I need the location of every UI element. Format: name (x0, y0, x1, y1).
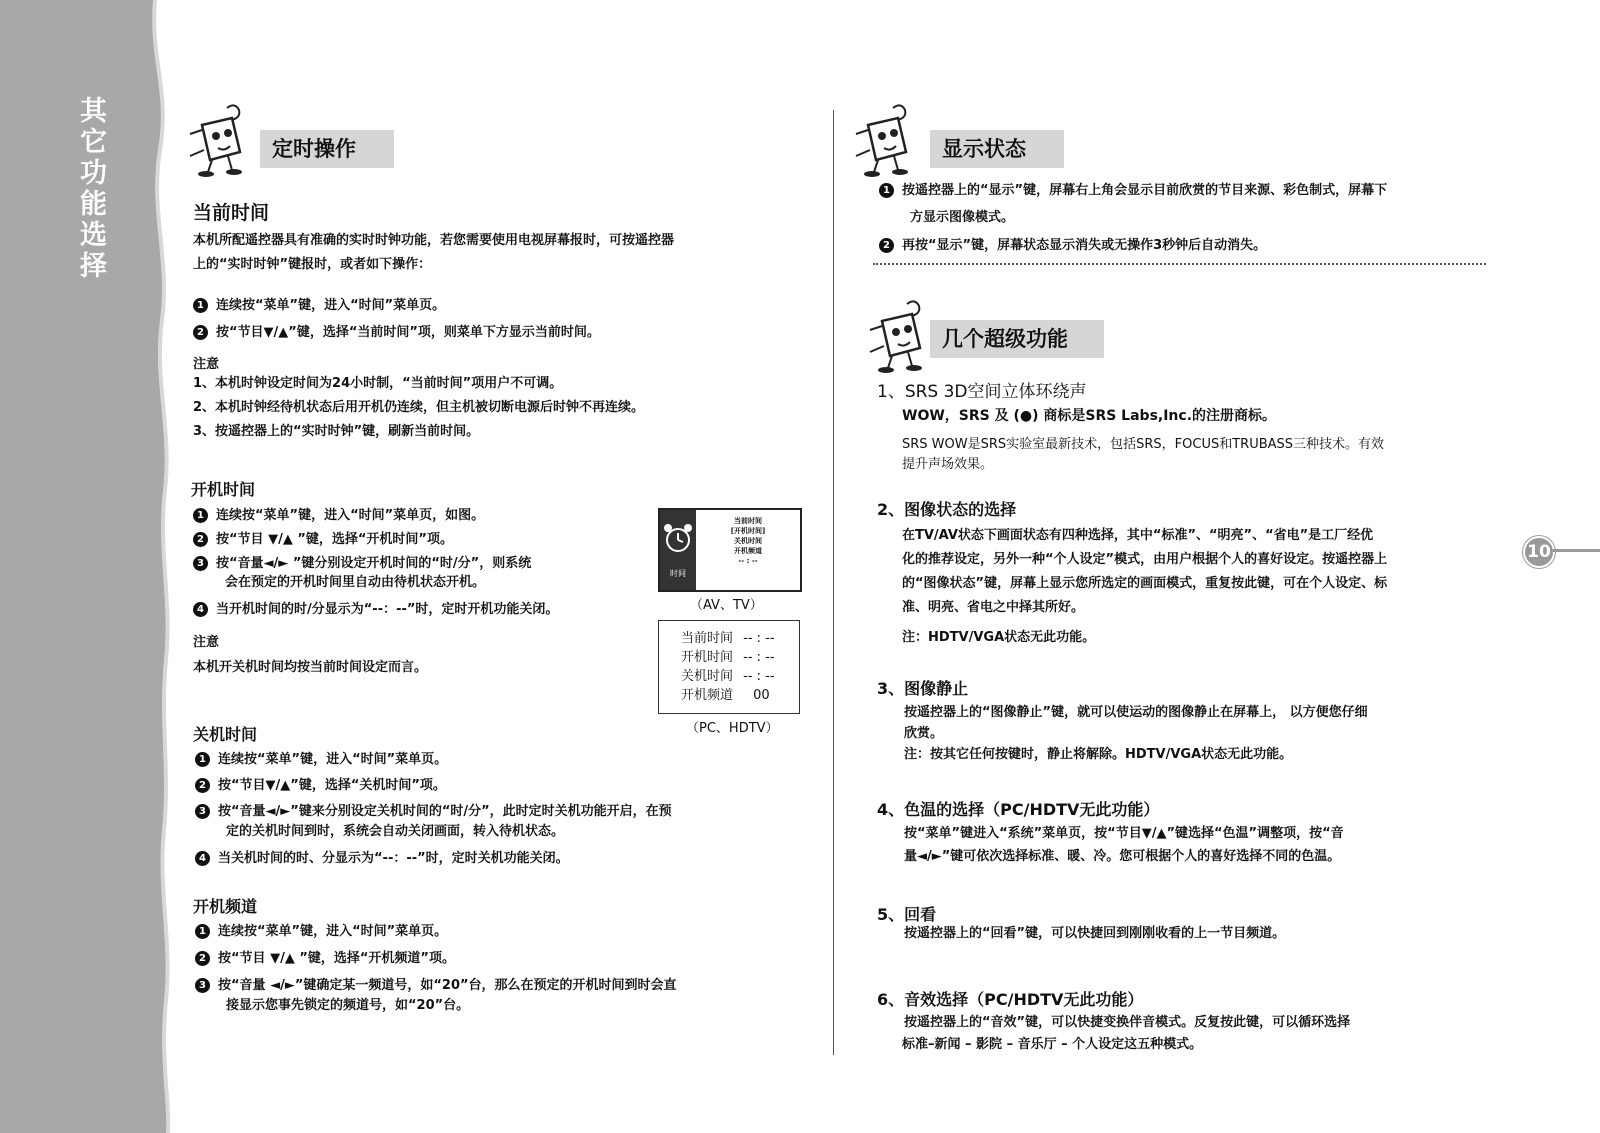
list-item: 1 按遥控器上的“显示”键，屏幕右上角会显示目前欣赏的节目来源、彩色制式，屏幕下 (879, 181, 1387, 200)
dotted-separator (873, 263, 1486, 265)
number-2-icon: 2 (193, 532, 208, 547)
menu-rows (681, 629, 775, 705)
number-3-icon: 3 (193, 556, 208, 571)
heading-srs: 1、SRS 3D空间立体环绕声 (877, 382, 1087, 402)
section-title: 几个超级功能 (930, 320, 1104, 358)
heading-power-on-channel: 开机频道 (193, 897, 258, 916)
heading-sound: 6、音效选择（PC/HDTV无此功能） (877, 990, 1144, 1009)
note-title: 注意 (193, 635, 220, 650)
list-item: 3 按“音量 ◄/►”键确定某一频道号，如“20”台，那么在预定的开机时间到时会直 (195, 976, 677, 995)
srs-logos-line: WOW，SRS 及 (●) 商标是SRS Labs,Inc.的注册商标。 (902, 408, 1277, 424)
paragraph-line: 化的推荐设定，另外一种“个人设定”模式，由用户根据个人的喜好设定。按遥控器上 (902, 552, 1388, 567)
list-item: 3 按“音量◄/► ”键分别设定开机时间的“时/分”，则系统 (193, 554, 531, 573)
list-item: 1 连续按“菜单”键，进入“时间”菜单页，如图。 (193, 506, 484, 525)
paragraph-line: 欣赏。 (904, 726, 944, 741)
note-line: 3、按遥控器上的“实时时钟”键，刷新当前时间。 (193, 424, 480, 439)
paragraph-line: 标准–新闻 – 影院 – 音乐厅 – 个人设定这五种模式。 (902, 1037, 1203, 1052)
number-1-icon: 1 (195, 752, 210, 767)
menu-row: 开机时间 -- : -- (681, 650, 775, 665)
number-1-icon: 1 (195, 924, 210, 939)
list-item-cont: 接显示您事先锁定的频道号，如“20”台。 (226, 998, 470, 1013)
list-item: 4 当关机时间的时、分显示为“--：--”时，定时关机功能关闭。 (195, 849, 569, 868)
paragraph-line: 按遥控器上的“音效”键，可以快捷变换伴音模式。反复按此键，可以循环选择 (904, 1015, 1351, 1030)
list-item: 3 按“音量◄/►”键来分别设定关机时间的“时/分”，此时定时关机功能开启，在预 (195, 802, 672, 821)
number-1-icon: 1 (193, 508, 208, 523)
menu-figure-av (658, 508, 802, 592)
caption-pc-hdtv: （PC、HDTV） (686, 721, 779, 736)
heading-freeze: 3、图像静止 (877, 679, 969, 698)
paragraph-line: 按“菜单”键进入“系统”菜单页，按“节目▼/▲”键选择“色温”调整项，按“音 (904, 826, 1344, 841)
number-2-icon: 2 (879, 238, 894, 253)
heading-color-temp: 4、色温的选择（PC/HDTV无此功能） (877, 800, 1160, 819)
srs-desc-1: SRS WOW是SRS实验室最新技术，包括SRS，FOCUS和TRUBASS三种技术。有效 (902, 437, 1385, 452)
paragraph-line: 量◄/►”键可依次选择标准、暖、冷。您可根据个人的喜好选择不同的色温。 (904, 849, 1341, 864)
heading-picture-mode: 2、图像状态的选择 (877, 500, 1017, 519)
number-4-icon: 4 (193, 602, 208, 617)
clock-icon (660, 510, 696, 564)
list-item-cont: 方显示图像模式。 (910, 210, 1015, 225)
paragraph-line: 准、明亮、省电之中择其所好。 (902, 600, 1085, 615)
caption-av-tv: （AV、TV） (690, 598, 763, 613)
note-line: 注：HDTV/VGA状态无此功能。 (902, 630, 1096, 645)
number-2-icon: 2 (193, 325, 208, 340)
menu-side-bar (660, 510, 696, 590)
number-2-icon: 2 (195, 951, 210, 966)
intro-line-2: 上的“实时时钟”键报时，或者如下操作： (193, 257, 432, 272)
page-number-line (1553, 549, 1600, 552)
mascot-icon (848, 100, 918, 178)
number-3-icon: 3 (195, 978, 210, 993)
number-4-icon: 4 (195, 851, 210, 866)
number-2-icon: 2 (195, 778, 210, 793)
list-item: 2 再按“显示”键，屏幕状态显示消失或无操作3秒钟后自动消失。 (879, 236, 1266, 255)
list-item: 4 当开机时间的时/分显示为“--：--”时，定时开机功能关闭。 (193, 600, 558, 619)
srs-desc-2: 提升声场效果。 (902, 457, 994, 472)
list-item: 2 按“节目▼/▲”键，选择“关机时间”项。 (195, 776, 446, 795)
list-item: 1 连续按“菜单”键，进入“时间”菜单页。 (195, 750, 447, 769)
menu-row: 当前时间 -- : -- (681, 631, 775, 646)
mascot-icon (182, 100, 252, 178)
intro-line-1: 本机所配遥控器具有准确的实时时钟功能，若您需要使用电视屏幕报时，可按遥控器 (193, 233, 675, 248)
number-1-icon: 1 (193, 298, 208, 313)
list-item-cont: 定的关机时间到时，系统会自动关闭画面，转入待机状态。 (226, 824, 565, 839)
note-line: 注：按其它任何按键时，静止将解除。HDTV/VGA状态无此功能。 (904, 747, 1293, 762)
menu-figure-pc (658, 620, 800, 714)
section-title: 显示状态 (930, 130, 1064, 168)
list-item: 1 连续按“菜单”键，进入“时间”菜单页。 (193, 296, 445, 315)
menu-row: 关机时间 -- : -- (681, 669, 775, 684)
note-line: 1、本机时钟设定时间为24小时制，“当前时间”项用户不可调。 (193, 376, 563, 391)
note-title: 注意 (193, 357, 220, 372)
list-item-cont: 会在预定的开机时间里自动由待机状态开机。 (225, 575, 486, 590)
list-item: 1 连续按“菜单”键，进入“时间”菜单页。 (195, 922, 447, 941)
list-item: 2 按“节目 ▼/▲ ”键，选择“开机时间”项。 (193, 530, 453, 549)
paragraph-line: 的“图像状态”键，屏幕上显示您所选定的画面模式，重复按此键，可在个人设定、标 (902, 576, 1388, 591)
paragraph-line: 在TV/AV状态下画面状态有四种选择，其中“标准”、“明亮”、“省电”是工厂经优 (902, 528, 1374, 543)
list-item: 2 按“节目 ▼/▲ ”键，选择“开机频道”项。 (195, 949, 455, 968)
heading-current-time: 当前时间 (193, 202, 270, 224)
heading-recall: 5、回看 (877, 905, 937, 924)
heading-power-off: 关机时间 (193, 725, 258, 744)
page-number: 10 (1523, 536, 1555, 568)
menu-side-label: 时间 (670, 569, 686, 578)
section-title: 定时操作 (260, 130, 394, 168)
paragraph-line: 按遥控器上的“回看”键，可以快捷回到刚刚收看的上一节目频道。 (904, 926, 1286, 941)
paragraph-line: 按遥控器上的“图像静止”键，就可以使运动的图像静止在屏幕上， 以方便您仔细 (904, 705, 1368, 720)
note-line: 2、本机时钟经待机状态后用开机仍连续，但主机被切断电源后时钟不再连续。 (193, 400, 645, 415)
menu-row: 开机频道 00 (681, 688, 770, 703)
number-3-icon: 3 (195, 804, 210, 819)
side-tab (0, 0, 175, 1133)
list-item: 2 按“节目▼/▲”键，选择“当前时间”项，则菜单下方显示当前时间。 (193, 323, 600, 342)
note-line: 本机开关机时间均按当前时间设定而言。 (193, 660, 428, 675)
side-title: 其 它 功 能 选 择 (80, 96, 108, 282)
number-1-icon: 1 (879, 183, 894, 198)
menu-lines: 当前时间 [开机时间] 关机时间 开机频道 -- : -- (730, 517, 766, 565)
mascot-icon (862, 296, 932, 374)
column-divider (833, 110, 834, 1055)
heading-power-on: 开机时间 (191, 480, 256, 499)
